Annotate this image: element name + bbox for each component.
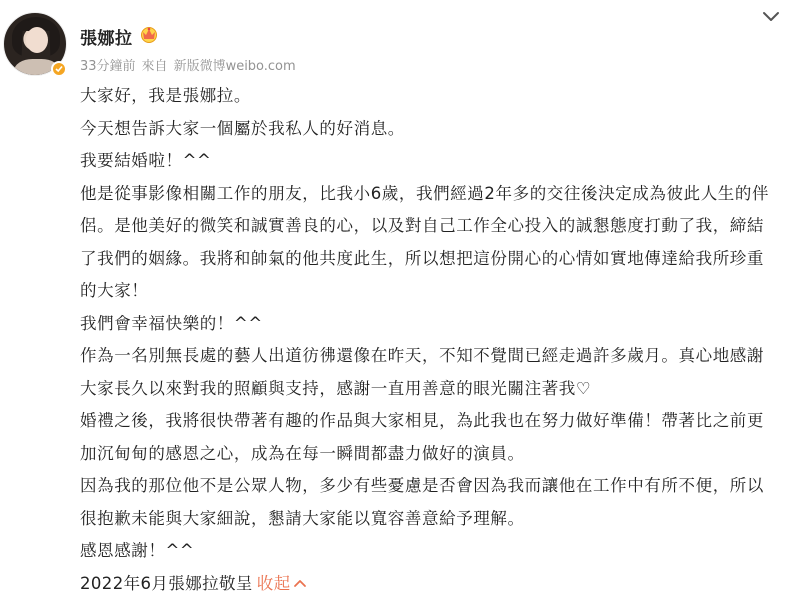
chevron-up-icon (293, 578, 307, 588)
chevron-down-icon[interactable] (762, 10, 780, 24)
post-meta (80, 55, 302, 74)
post-paragraph-3: 我要結婚啦！^^ (80, 151, 212, 170)
post-time[interactable]: 33分鐘前 (80, 59, 136, 74)
avatar-face (26, 27, 48, 53)
collapse-label: 收起 (256, 573, 291, 593)
post-paragraph-1: 大家好，我是張娜拉。 (80, 86, 251, 105)
post-signature-line (80, 568, 780, 601)
post-paragraph-7: 婚禮之後，我將很快帶著有趣的作品與大家相見，為此我也在努力做好準備！帶著比之前更加沉甸甸的感恩之心，成為在每一瞬間都盡力做好的演員。 (80, 411, 764, 463)
post-content (80, 80, 780, 600)
post-signature: 2022年6月張娜拉敬呈 (80, 573, 253, 593)
post-source[interactable]: 新版微博weibo.com (173, 59, 296, 74)
post-paragraph-2: 今天想告訴大家一個屬於我私人的好消息。 (80, 118, 405, 138)
post-paragraph-8: 因為我的那位他不是公眾人物，多少有些憂慮是否會因為我而讓他在工作中有所不便，所以很抱歉未能與大家細說，懇請大家能以寬容善意給予理解。 (80, 476, 764, 528)
username[interactable]: 張娜拉 (80, 29, 133, 49)
crown-icon (139, 25, 159, 43)
source-prefix: 來自 (141, 59, 168, 74)
post-paragraph-6: 作為一名別無長處的藝人出道彷彿還像在昨天，不知不覺間已經走過許多歲月。真心地感謝大家長久以來對我的照顧與支持，感謝一直用善意的眼光關注著我♡ (80, 346, 764, 398)
post-paragraph-4: 他是從事影像相關工作的朋友，比我小6歲，我們經過2年多的交往後決定成為彼此人生的伴侶。是他美好的微笑和誠實善良的心，以及對自己工作全心投入的誠懇態度打動了我，締結了我們的姻緣。我將和帥氣的他共度此生，所以想把這份開心的心情如實地傳達給我所珍重的大家！ (80, 183, 770, 300)
post-paragraph-9: 感恩感謝！^^ (80, 541, 195, 560)
collapse-button[interactable] (257, 574, 307, 593)
post-paragraph-5: 我們會幸福快樂的！^^ (80, 313, 263, 333)
verified-badge-icon (51, 61, 67, 77)
